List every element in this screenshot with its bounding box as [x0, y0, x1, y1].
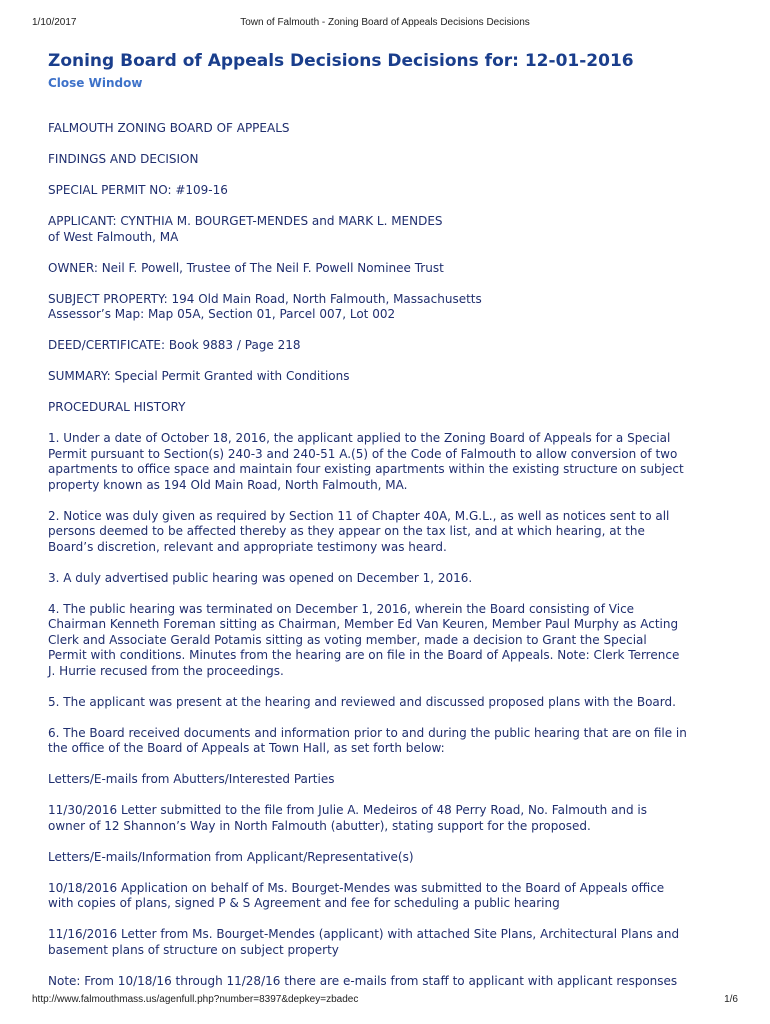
- paragraph-line: Board’s discretion, relevant and appropriate testimony was heard.: [48, 539, 447, 554]
- paragraph-line: Letters/E-mails/Information from Applicant/Representative(s): [48, 849, 414, 864]
- paragraph-line: property known as 194 Old Main Road, North Falmouth, MA.: [48, 477, 408, 492]
- paragraph-line: Chairman Kenneth Foreman sitting as Chairman, Member Ed Van Keuren, Member Paul Murphy as Acting: [48, 617, 679, 631]
- paragraph-line: apartments to office space and maintain four existing apartments within the existing structure on subject: [48, 462, 684, 476]
- paragraph: [48, 261, 728, 277]
- paragraph-line: basement plans of structure on subject property: [48, 942, 339, 957]
- paragraph-line: owner of 12 Shannon’s Way in North Falmouth (abutter), stating support for the proposed.: [48, 818, 591, 833]
- paragraph-line: persons deemed to be affected thereby as they appear on the tax list, and at which hearing, at the: [48, 524, 645, 538]
- paragraph: [48, 602, 728, 680]
- page-number: 1/6: [724, 994, 738, 1005]
- paragraph-line: PROCEDURAL HISTORY: [48, 400, 186, 414]
- print-page-title: Town of Falmouth - Zoning Board of Appeals Decisions Decisions: [240, 17, 530, 28]
- paragraph-line: Note: From 10/18/16 through 11/28/16 there are e-mails from staff to applicant with applicant responses: [48, 973, 678, 988]
- paragraph: [48, 214, 728, 245]
- paragraph-line: 6. The Board received documents and information prior to and during the public hearing that are on file in: [48, 725, 687, 740]
- paragraph-line: 5. The applicant was present at the hearing and reviewed and discussed proposed plans with the Board.: [48, 694, 676, 709]
- paragraph: [48, 571, 728, 587]
- paragraph-line: Permit pursuant to Section(s) 240-3 and 240-51 A.(5) of the Code of Falmouth to allow conversion of two: [48, 446, 678, 461]
- paragraph-line: 11/30/2016 Letter submitted to the file from Julie A. Medeiros of 48 Perry Road, No. Falmouth and is: [48, 803, 648, 817]
- paragraph-line: SUMMARY: Special Permit Granted with Conditions: [48, 369, 350, 383]
- page-title: Zoning Board of Appeals Decisions Decisions for: 12-01-2016: [48, 51, 634, 71]
- document-content: [48, 50, 728, 1005]
- paragraph: [48, 881, 728, 912]
- paragraph-line: 3. A duly advertised public hearing was opened on December 1, 2016.: [48, 570, 473, 585]
- paragraph-line: Permit with conditions. Minutes from the hearing are on file in the Board of Appeals. Note: Clerk Terrence: [48, 648, 680, 662]
- paragraph: [48, 974, 728, 990]
- paragraph-line: SPECIAL PERMIT NO: #109-16: [48, 183, 228, 197]
- paragraph: [48, 803, 728, 834]
- print-header: [32, 17, 738, 31]
- print-url: http://www.falmouthmass.us/agenfull.php?number=8397&depkey=zbadec: [32, 994, 359, 1005]
- paragraph-line: OWNER: Neil F. Powell, Trustee of The Neil F. Powell Nominee Trust: [48, 260, 444, 275]
- paragraph: [48, 292, 728, 323]
- paragraph-line: Clerk and Associate Gerald Potamis sitting as voting member, made a decision to Grant the Special: [48, 632, 647, 647]
- close-window-link[interactable]: Close Window: [48, 76, 143, 90]
- paragraph: [48, 369, 728, 385]
- paragraph: [48, 850, 728, 866]
- paragraph-line: 10/18/2016 Application on behalf of Ms. Bourget-Mendes was submitted to the Board of Appeals office: [48, 880, 665, 895]
- paragraph-line: Assessor’s Map: Map 05A, Section 01, Parcel 007, Lot 002: [48, 307, 396, 321]
- paragraph-line: J. Hurrie recused from the proceedings.: [48, 663, 284, 678]
- paragraph: [48, 121, 728, 137]
- paragraph-line: 4. The public hearing was terminated on December 1, 2016, wherein the Board consisting of Vice: [48, 601, 635, 616]
- paragraph: [48, 183, 728, 199]
- paragraph-line: APPLICANT: CYNTHIA M. BOURGET-MENDES and MARK L. MENDES: [48, 214, 443, 228]
- paragraph: [48, 152, 728, 168]
- paragraph-line: SUBJECT PROPERTY: 194 Old Main Road, North Falmouth, Massachusetts: [48, 291, 482, 306]
- paragraph: [48, 509, 728, 556]
- paragraph-line: 2. Notice was duly given as required by Section 11 of Chapter 40A, M.G.L., as well as notices sent to all: [48, 508, 670, 523]
- paragraph: [48, 695, 728, 711]
- paragraph-line: 1. Under a date of October 18, 2016, the applicant applied to the Zoning Board of Appeals for a Special: [48, 431, 671, 445]
- paragraph: [48, 772, 728, 788]
- decision-body: [48, 121, 728, 989]
- print-date: 1/10/2017: [32, 17, 77, 28]
- paragraph: [48, 726, 728, 757]
- paragraph: [48, 338, 728, 354]
- paragraph: [48, 400, 728, 416]
- paragraph-line: the office of the Board of Appeals at Town Hall, as set forth below:: [48, 741, 445, 755]
- paragraph-line: FALMOUTH ZONING BOARD OF APPEALS: [48, 121, 290, 135]
- paragraph-line: FINDINGS AND DECISION: [48, 152, 199, 166]
- print-footer: [32, 994, 738, 1008]
- paragraph: [48, 927, 728, 958]
- paragraph: [48, 431, 728, 493]
- paragraph-line: 11/16/2016 Letter from Ms. Bourget-Mendes (applicant) with attached Site Plans, Architectural Plans and: [48, 927, 680, 941]
- paragraph-line: with copies of plans, signed P & S Agreement and fee for scheduling a public hearing: [48, 896, 560, 910]
- paragraph-line: of West Falmouth, MA: [48, 229, 179, 244]
- paragraph-line: DEED/CERTIFICATE: Book 9883 / Page 218: [48, 338, 301, 352]
- paragraph-line: Letters/E-mails from Abutters/Interested Parties: [48, 772, 335, 786]
